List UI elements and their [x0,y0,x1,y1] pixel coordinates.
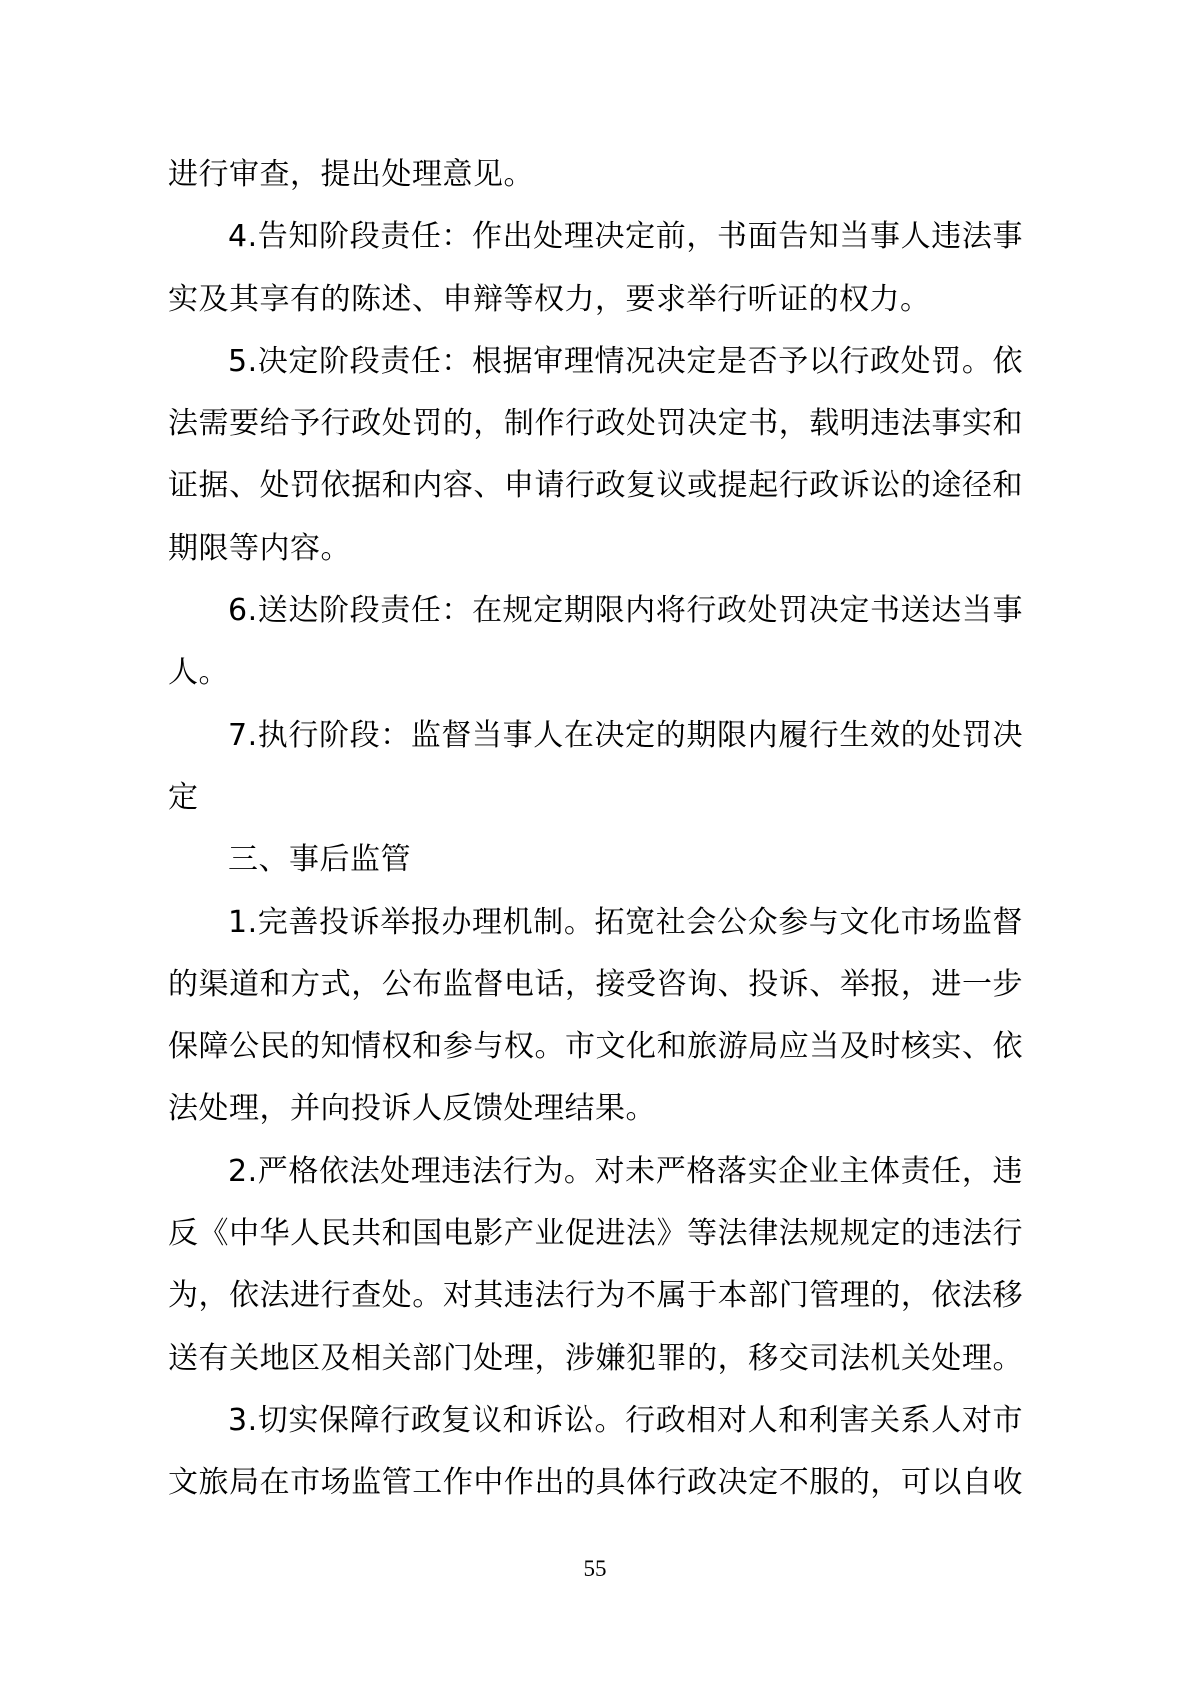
text-line: 3.切实保障行政复议和诉讼。行政相对人和利害关系人对市 [228,1402,1023,1438]
text-line: 法处理，并向投诉人反馈处理结果。 [168,1091,656,1127]
text-line: 反《中华人民共和国电影产业促进法》等法律法规规定的违法行 [168,1216,1023,1252]
text-line: 证据、处罚依据和内容、申请行政复议或提起行政诉讼的途径和 [168,468,1023,504]
text-line: 7.执行阶段：监督当事人在决定的期限内履行生效的处罚决 [228,717,1023,753]
text-line: 为，依法进行查处。对其违法行为不属于本部门管理的，依法移 [168,1278,1023,1314]
text-line: 4.告知阶段责任：作出处理决定前，书面告知当事人违法事 [228,219,1023,255]
text-line: 5.决定阶段责任：根据审理情况决定是否予以行政处罚。依 [228,343,1023,379]
text-line: 定 [168,779,199,815]
text-line: 文旅局在市场监管工作中作出的具体行政决定不服的，可以自收 [168,1465,1023,1501]
text-line: 期限等内容。 [168,530,351,566]
text-line: 法需要给予行政处罚的，制作行政处罚决定书，载明违法事实和 [168,406,1023,442]
text-line: 送有关地区及相关部门处理，涉嫌犯罪的，移交司法机关处理。 [168,1340,1023,1376]
text-line: 保障公民的知情权和参与权。市文化和旅游局应当及时核实、依 [168,1029,1023,1065]
text-line: 2.严格依法处理违法行为。对未严格落实企业主体责任，违 [228,1153,1023,1189]
page-number: 55 [583,1556,607,1581]
text-line: 6.送达阶段责任：在规定期限内将行政处罚决定书送达当事 [228,593,1023,629]
text-line: 进行审查，提出处理意见。 [168,157,534,192]
text-line: 的渠道和方式，公布监督电话，接受咨询、投诉、举报，进一步 [168,966,1023,1002]
text-line: 实及其享有的陈述、申辩等权力，要求举行听证的权力。 [168,281,931,317]
text-line: 人。 [168,655,229,691]
text-line: 三、事后监管 [228,842,411,878]
text-line: 1.完善投诉举报办理机制。拓宽社会公众参与文化市场监督 [228,904,1023,940]
document-text-block [168,144,1023,1515]
